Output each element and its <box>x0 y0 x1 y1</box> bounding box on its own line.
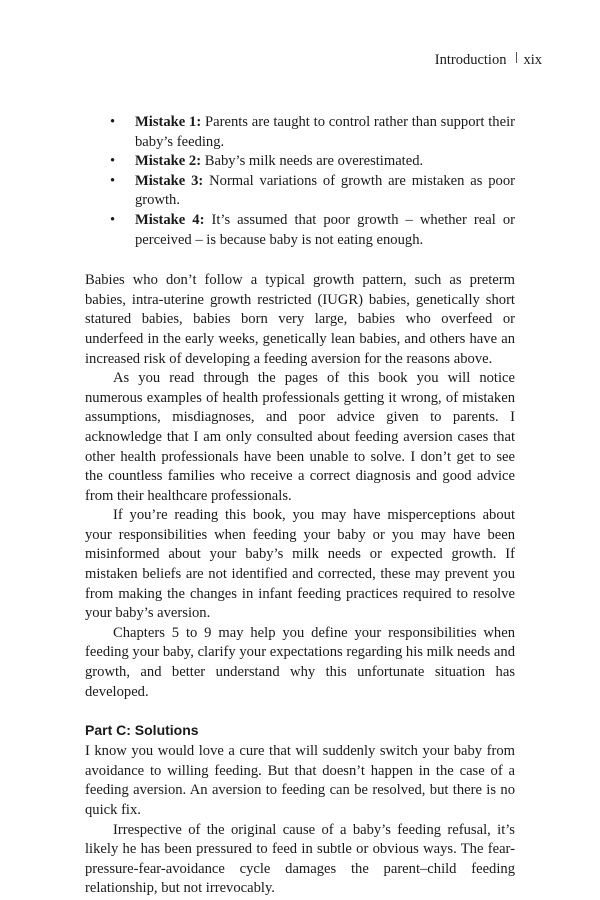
bullet-icon: • <box>110 211 116 228</box>
list-item <box>85 172 515 211</box>
list-item <box>85 211 515 250</box>
bullet-icon: • <box>110 153 116 170</box>
mistake-label: Mistake 2: <box>135 153 202 170</box>
paragraph: As you read through the pages of this book you will notice numerous examples of health professionals getting it wrong, of mistaken assumptions, misdiagnoses, and poor advice given to parents. I acknowledge that I am only consulted about feeding aversion cases that other health professionals have been unable to solve. I don’t get to see the countless families who receive a correct diagnosis and good advice from their healthcare professionals. <box>85 370 515 504</box>
paragraph: Irrespective of the original cause of a baby’s feeding refusal, it’s likely he has been pressured to feed in subtle or obvious ways. The fear-pressure-fear-avoidance cycle damages the parent–child feeding relationship, but not irrevocably. <box>85 821 515 897</box>
running-head <box>435 52 542 69</box>
running-head-title: Introduction <box>434 52 507 68</box>
mistake-text: It’s assumed that poor growth – whether real or perceived – is because baby is not eating enough. <box>135 211 515 248</box>
mistake-text: Baby’s milk needs are overestimated. <box>201 153 424 170</box>
mistake-label: Mistake 4: <box>135 211 205 228</box>
section-heading: Part C: Solutions <box>85 722 199 739</box>
page-number: xix <box>523 52 542 68</box>
paragraph: I know you would love a cure that will suddenly switch your baby from avoidance to willing feeding. But that doesn’t happen in the case of a feeding aversion. An aversion to feeding can be resolved, but there is no quick fix. <box>85 743 515 818</box>
bullet-icon: • <box>110 114 116 130</box>
mistake-text: Normal variations of growth are mistaken as poor growth. <box>135 172 515 209</box>
running-head-separator <box>516 52 517 63</box>
list-item <box>85 113 515 152</box>
bullet-icon: • <box>110 172 116 189</box>
mistakes-list <box>85 113 515 250</box>
paragraph: Babies who don’t follow a typical growth pattern, such as preterm babies, intra-uterine growth restricted (IUGR) babies, genetically short statured babies, babies born very large, babies who overfeed or underfeed in the early weeks, genetically lean babies, and others have an increased risk of developing a feeding aversion for the reasons above. <box>85 272 515 367</box>
mistake-label: Mistake 3: <box>135 172 204 189</box>
mistake-label: Mistake 1: <box>135 114 202 130</box>
paragraph: Chapters 5 to 9 may help you define your responsibilities when feeding your baby, clarify your expectations regarding his milk needs and growth, and better understand why this unfortunate situation has developed. <box>85 624 515 700</box>
paragraph: If you’re reading this book, you may have misperceptions about your responsibilities when feeding your baby or you may have been misinformed about your baby’s milk needs or expected growth. If mistaken beliefs are not identified and corrected, these may prevent you from making the changes in infant feeding practices required to resolve your baby’s aversion. <box>85 507 515 622</box>
page-body <box>85 113 515 899</box>
list-item <box>85 152 515 172</box>
mistake-text: Parents are taught to control rather than support their baby’s feeding. <box>135 114 515 150</box>
